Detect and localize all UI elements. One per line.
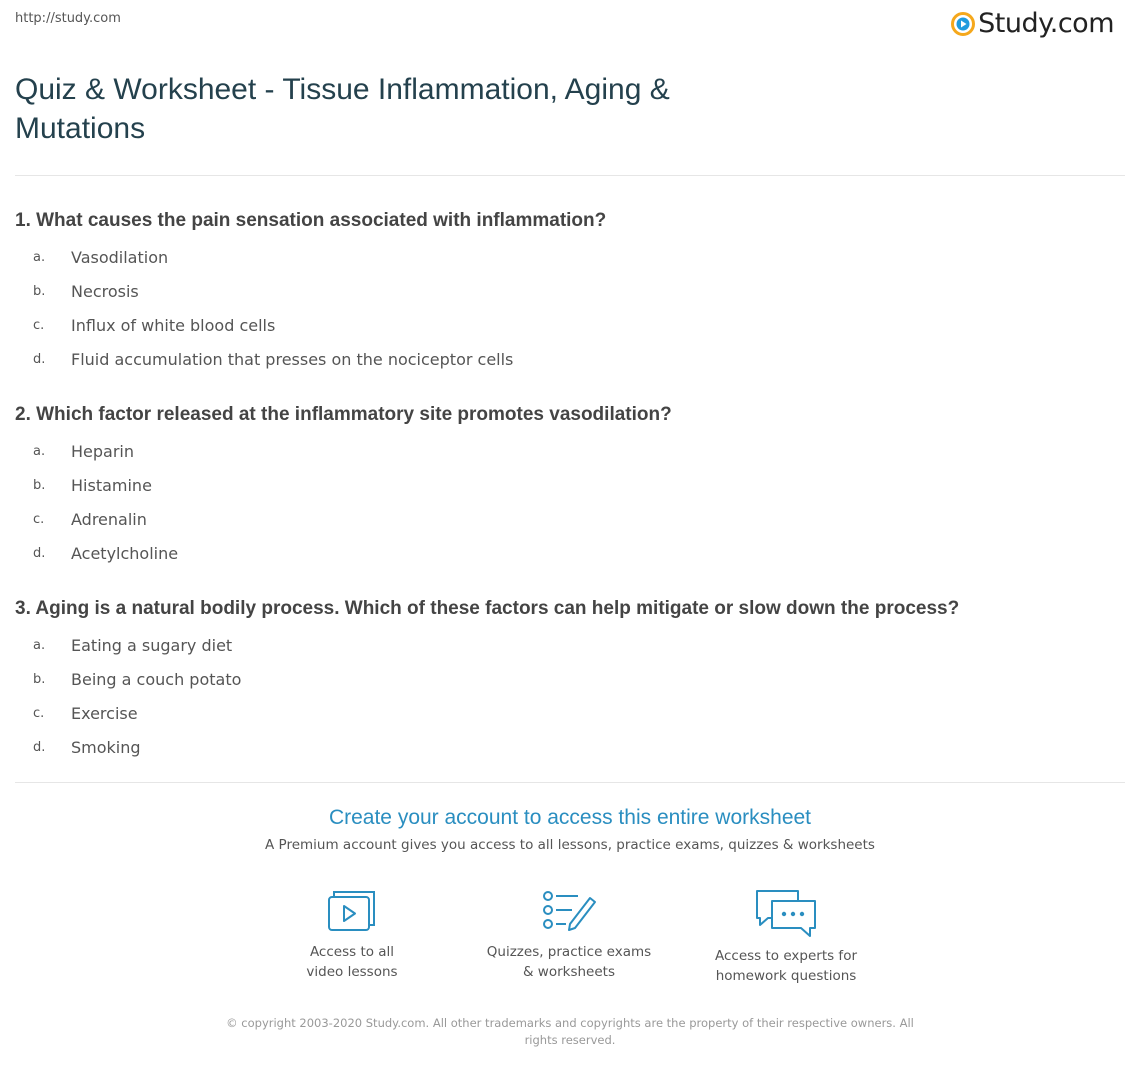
- copyright-notice: © copyright 2003-2020 Study.com. All other trademarks and copyrights are the property of their respective owners. All rights reserved.: [226, 1016, 914, 1047]
- option-letter: a.: [33, 637, 46, 653]
- option-text: Histamine: [71, 475, 152, 495]
- option-letter: a.: [33, 249, 46, 265]
- option-1c: [15, 308, 1125, 342]
- option-2d: [15, 536, 1125, 570]
- option-letter: a.: [33, 443, 46, 459]
- option-letter: b.: [33, 477, 46, 493]
- expert-chat-icon: [754, 888, 818, 938]
- feature-line: Access to all: [309, 944, 395, 960]
- cta-subtitle: A Premium account gives you access to all lessons, practice exams, quizzes & worksheets: [265, 837, 875, 853]
- quiz-checklist-icon: [540, 888, 598, 934]
- question-text: 2. Which factor released at the inflammatory site promotes vasodilation?: [15, 404, 672, 425]
- option-letter: c.: [33, 317, 45, 333]
- feature-experts: [686, 888, 886, 986]
- option-text: Vasodilation: [71, 247, 169, 267]
- feature-quizzes: [469, 888, 669, 982]
- play-logo-icon: [951, 12, 975, 36]
- option-letter: b.: [33, 671, 46, 687]
- option-letter: d.: [33, 351, 46, 367]
- option-text: Influx of white blood cells: [71, 315, 276, 335]
- signup-cta: [0, 805, 1140, 853]
- question-2: [15, 402, 1125, 570]
- question-1: [15, 208, 1125, 376]
- study-logo[interactable]: [951, 8, 1114, 39]
- question-text: 3. Aging is a natural bodily process. Which of these factors can help mitigate or slow down the process?: [15, 598, 960, 619]
- option-3b: [15, 662, 1125, 696]
- feature-line: homework questions: [715, 968, 857, 984]
- option-text: Eating a sugary diet: [71, 635, 233, 655]
- option-text: Heparin: [71, 441, 134, 461]
- option-1b: [15, 274, 1125, 308]
- video-lessons-icon: [325, 888, 379, 934]
- question-3: [15, 596, 1125, 764]
- feature-line: Access to experts for: [714, 948, 857, 964]
- page-title: Quiz & Worksheet - Tissue Inflammation, Aging & Mutations: [15, 73, 670, 145]
- option-1a: [15, 240, 1125, 274]
- feature-line: & worksheets: [522, 964, 615, 980]
- option-text: Necrosis: [71, 281, 139, 301]
- logo-text: Study.com: [978, 8, 1114, 39]
- option-text: Fluid accumulation that presses on the nociceptor cells: [71, 349, 514, 369]
- option-text: Acetylcholine: [71, 543, 179, 563]
- option-text: Adrenalin: [71, 509, 147, 529]
- option-2b: [15, 468, 1125, 502]
- option-3d: [15, 730, 1125, 764]
- option-3a: [15, 628, 1125, 662]
- option-text: Exercise: [71, 703, 138, 723]
- feature-line: video lessons: [306, 964, 398, 980]
- option-2c: [15, 502, 1125, 536]
- option-letter: c.: [33, 705, 45, 721]
- page-url: http://study.com: [15, 11, 121, 26]
- option-text: Being a couch potato: [71, 669, 242, 689]
- option-letter: b.: [33, 283, 46, 299]
- feature-line: Quizzes, practice exams: [486, 944, 652, 960]
- option-1d: [15, 342, 1125, 376]
- option-letter: d.: [33, 545, 46, 561]
- question-text: 1. What causes the pain sensation associated with inflammation?: [15, 210, 607, 231]
- option-letter: d.: [33, 739, 46, 755]
- option-2a: [15, 434, 1125, 468]
- divider-top: [15, 175, 1125, 176]
- option-3c: [15, 696, 1125, 730]
- option-letter: c.: [33, 511, 45, 527]
- divider-bottom: [15, 782, 1125, 783]
- question-list: [15, 208, 1125, 790]
- cta-link[interactable]: Create your account to access this entire worksheet: [328, 806, 812, 829]
- feature-video-lessons: [252, 888, 452, 982]
- option-text: Smoking: [71, 737, 141, 757]
